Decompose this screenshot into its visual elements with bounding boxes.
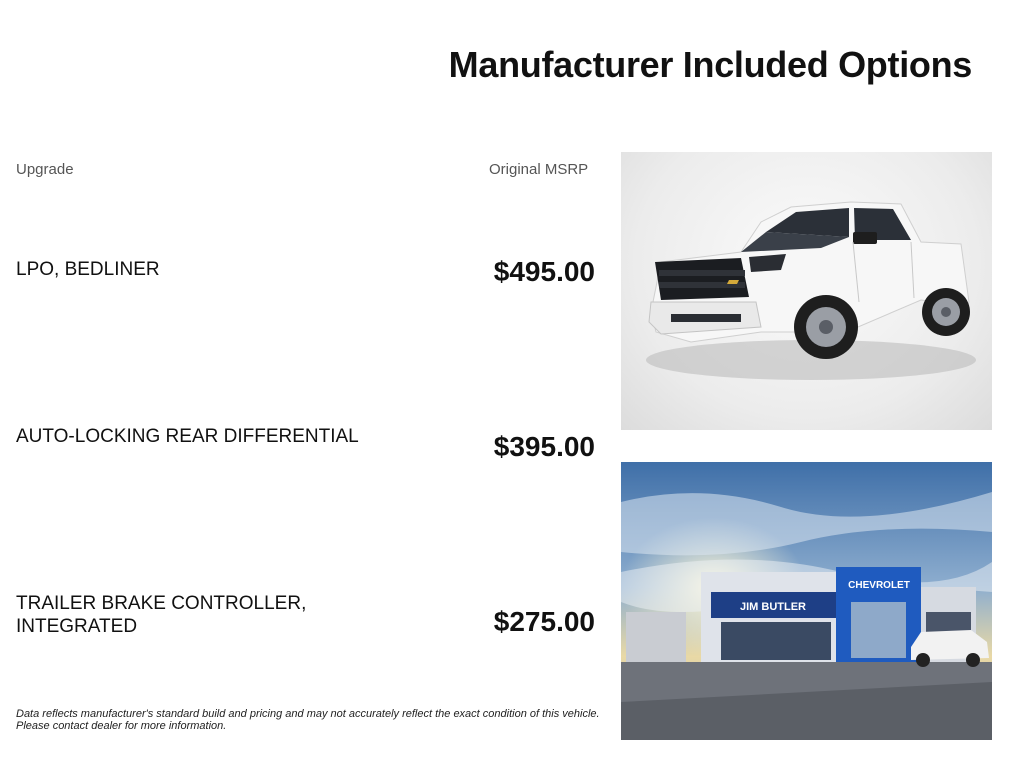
option-price: $275.00 (493, 606, 595, 637)
upgrade-column-header: Upgrade (16, 161, 74, 178)
dealership-photo (621, 462, 992, 740)
option-price: $395.00 (493, 431, 595, 462)
dealership-building-icon (621, 462, 992, 740)
brand-sign-text: CHEVROLET (848, 580, 910, 591)
option-price: $495.00 (493, 256, 595, 287)
option-name: TRAILER BRAKE CONTROLLER, INTEGRATED (16, 593, 307, 637)
msrp-column-header: Original MSRP (489, 161, 589, 178)
truck-photo (621, 152, 992, 430)
option-name: LPO, BEDLINER (16, 259, 160, 280)
dealer-sign-text: JIM BUTLER (740, 601, 806, 613)
disclaimer-text: Data reflects manufacturer's standard build and pricing and may not accurately reflect the exact condition of this vehicle. Please contact dealer for more information. (16, 708, 600, 732)
white-pickup-truck-icon (621, 152, 992, 430)
option-name: AUTO-LOCKING REAR DIFFERENTIAL (16, 426, 359, 447)
page-title: Manufacturer Included Options (448, 44, 972, 85)
